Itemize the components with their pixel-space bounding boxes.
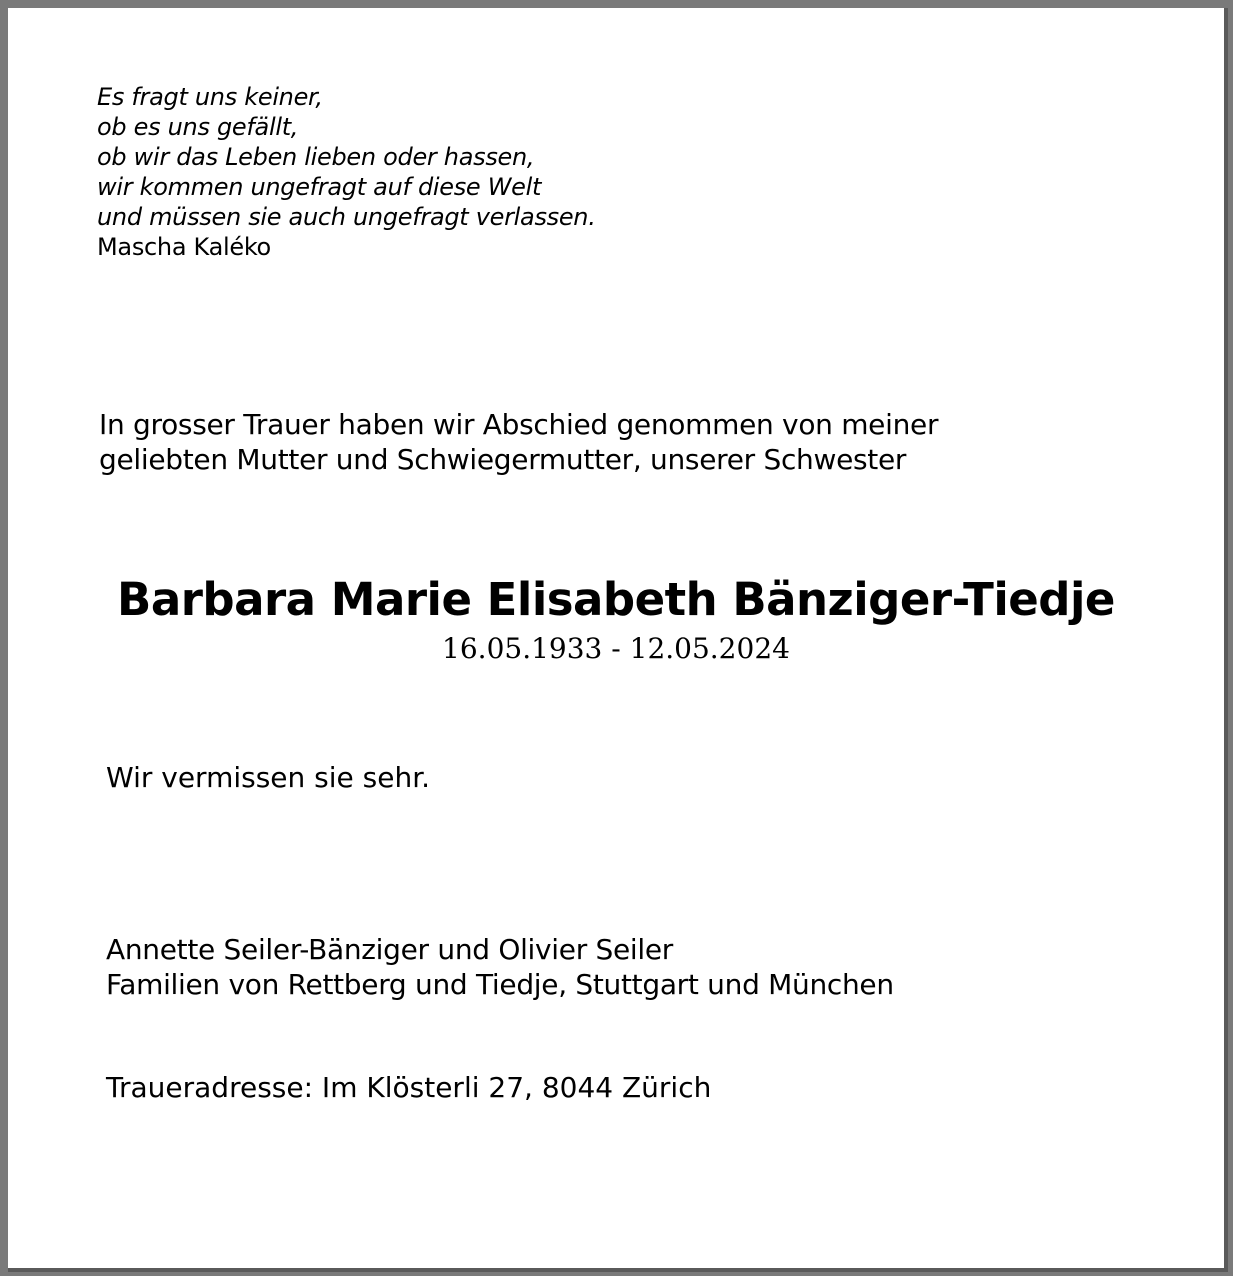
deceased-name: Barbara Marie Elisabeth Bänziger-Tiedje (117, 573, 1115, 626)
mourning-address: Traueradresse: Im Klösterli 27, 8044 Zürich (106, 1071, 712, 1104)
page-shadow-bottom (8, 1268, 1228, 1272)
message-text: Wir vermissen sie sehr. (106, 761, 431, 794)
obituary-page (8, 8, 1224, 1268)
poem-quote (97, 82, 596, 262)
poem-line: ob wir das Leben lieben oder hassen, (97, 143, 535, 171)
poem-line: und müssen sie auch ungefragt verlassen. (97, 203, 596, 231)
family-line: Familien von Rettberg und Tiedje, Stuttgart und München (106, 968, 894, 1001)
poem-line: ob es uns gefällt, (97, 113, 299, 141)
intro-line: In grosser Trauer haben wir Abschied genommen von meiner (99, 408, 939, 441)
family-line: Annette Seiler-Bänziger und Olivier Seiler (106, 933, 674, 966)
intro-line: geliebten Mutter und Schwiegermutter, unserer Schwester (99, 443, 907, 476)
poem-line: Es fragt uns keiner, (97, 83, 323, 111)
intro-text (99, 407, 938, 477)
poem-line: wir kommen ungefragt auf diese Welt (97, 173, 542, 201)
family-names (106, 932, 894, 1002)
page-shadow-right (1224, 8, 1228, 1268)
poem-author: Mascha Kaléko (97, 233, 271, 261)
life-dates: 16.05.1933 - 12.05.2024 (442, 632, 790, 665)
